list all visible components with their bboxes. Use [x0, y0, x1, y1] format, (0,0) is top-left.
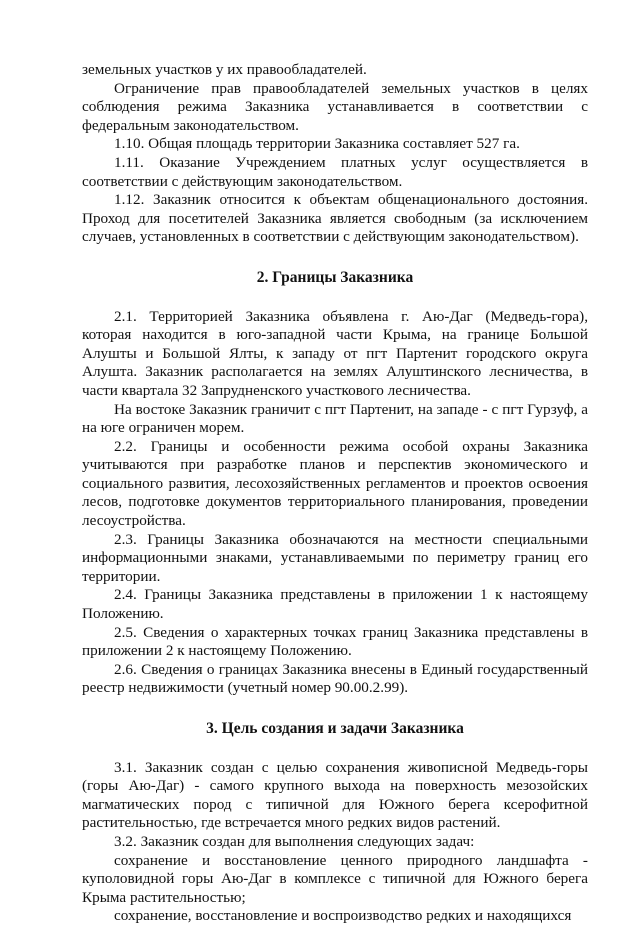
paragraph-2-2: 2.2. Границы и особенности режима особой охраны Заказника учитываются при разработке планов и перспектив экономического и социального развития, лесохозяйственных регламентов и проектов освоения лесов, подготовке документов территориального планирования, проведении лесоустройства. — [82, 437, 588, 530]
paragraph-2-1-borders: На востоке Заказник граничит с пгт Партенит, на западе - с пгт Гурзуф, а на юге ограничен морем. — [82, 400, 588, 437]
paragraph-task-species: сохранение, восстановление и воспроизводство редких и находящихся — [114, 907, 572, 925]
paragraph-2-6: 2.6. Сведения о границах Заказника внесены в Единый государственный реестр недвижимости (учетный номер 90.00.2.99). — [82, 660, 588, 697]
paragraph-2-5: 2.5. Сведения о характерных точках границ Заказника представлены в приложении 2 к настоящему Положению. — [82, 623, 588, 660]
section-heading-3: 3. Цель создания и задачи Заказника — [206, 720, 464, 737]
paragraph-restriction: Ограничение прав правообладателей земельных участков в целях соблюдения режима Заказника устанавливается в соответствии с федеральным законодательством. — [82, 79, 588, 134]
paragraph-task-landscape: сохранение и восстановление ценного природного ландшафта - куполовидной горы Аю-Даг в комплексе с типичной для Южного берега Крыма растительностью; — [82, 851, 588, 906]
document-body — [82, 61, 588, 926]
paragraph-2-1: 2.1. Территорией Заказника объявлена г. Аю-Даг (Медведь-гора), которая находится в юго-западной части Крыма, на границе Большой Алушты и Большой Ялты, к западу от пгт Партенит городского округа Алушта. Заказник располагается на землях Алуштинского лесничества, в части квартала 32 Запрудненского участкового лесничества. — [82, 307, 588, 399]
paragraph-continuation: земельных участков у их правообладателей. — [82, 61, 367, 78]
section-heading-2: 2. Границы Заказника — [256, 268, 414, 286]
paragraph-1-11: 1.11. Оказание Учреждением платных услуг осуществляется в соответствии с действующим законодательством. — [82, 153, 588, 190]
paragraph-1-12: 1.12. Заказник относится к объектам общенационального достояния. Проход для посетителей Заказника является свободным (за исключением случаев, установленных в соответствии с действующим законодательством). — [82, 191, 588, 246]
paragraph-3-1: 3.1. Заказник создан с целью сохранения живописной Медведь-горы (горы Аю-Даг) - самого крупного выхода на поверхность мезозойских магматических пород с типичной для Южного берега ксерофитной растительностью, где встречается много редких видов растений. — [82, 758, 588, 832]
paragraph-3-2: 3.2. Заказник создан для выполнения следующих задач: — [114, 832, 475, 850]
paragraph-2-3: 2.3. Границы Заказника обозначаются на местности специальными информационными знаками, устанавливаемыми по периметру границ его территории. — [82, 530, 588, 585]
paragraph-1-10: 1.10. Общая площадь территории Заказника составляет 527 га. — [114, 135, 520, 153]
paragraph-2-4: 2.4. Границы Заказника представлены в приложении 1 к настоящему Положению. — [82, 586, 588, 623]
